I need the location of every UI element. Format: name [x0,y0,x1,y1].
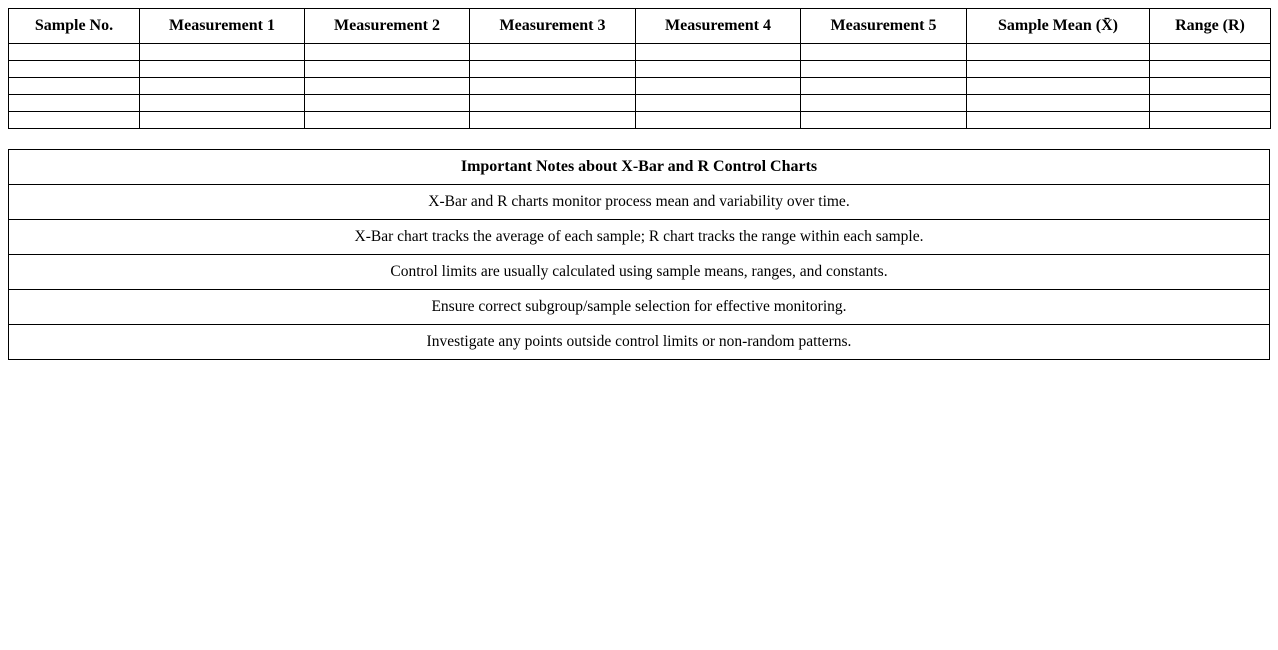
table-cell[interactable] [9,112,140,129]
header-sample-mean: Sample Mean (X̄) [967,9,1150,44]
table-cell[interactable] [470,95,636,112]
table-cell[interactable] [636,95,801,112]
table-row [9,44,1271,61]
notes-title-row [9,150,1270,185]
table-cell[interactable] [140,112,305,129]
table-cell[interactable] [801,78,967,95]
table-row [9,112,1271,129]
table-cell[interactable] [470,112,636,129]
table-cell[interactable] [470,78,636,95]
header-measurement-5: Measurement 5 [801,9,967,44]
note-text: X-Bar and R charts monitor process mean and variability over time. [9,185,1270,220]
notes-table [8,149,1270,360]
header-measurement-2: Measurement 2 [305,9,470,44]
note-row [9,325,1270,360]
note-row [9,220,1270,255]
table-cell[interactable] [1150,112,1271,129]
table-cell[interactable] [967,112,1150,129]
table-cell[interactable] [801,61,967,78]
table-cell[interactable] [140,78,305,95]
measurement-table [8,8,1271,129]
table-cell[interactable] [305,44,470,61]
table-cell[interactable] [305,78,470,95]
note-text: Investigate any points outside control limits or non-random patterns. [9,325,1270,360]
header-measurement-3: Measurement 3 [470,9,636,44]
table-row [9,78,1271,95]
table-row [9,95,1271,112]
header-measurement-4: Measurement 4 [636,9,801,44]
table-cell[interactable] [801,112,967,129]
table-cell[interactable] [636,61,801,78]
table-cell[interactable] [636,44,801,61]
table-cell[interactable] [1150,61,1271,78]
table-cell[interactable] [140,95,305,112]
table-cell[interactable] [9,95,140,112]
note-row [9,290,1270,325]
table-cell[interactable] [1150,44,1271,61]
header-sample-no: Sample No. [9,9,140,44]
table-cell[interactable] [470,61,636,78]
table-cell[interactable] [967,44,1150,61]
table-cell[interactable] [967,78,1150,95]
table-cell[interactable] [967,95,1150,112]
table-cell[interactable] [636,78,801,95]
note-text: Ensure correct subgroup/sample selection for effective monitoring. [9,290,1270,325]
table-cell[interactable] [801,44,967,61]
table-cell[interactable] [801,95,967,112]
table-header-row [9,9,1271,44]
note-row [9,185,1270,220]
table-cell[interactable] [9,44,140,61]
table-cell[interactable] [140,44,305,61]
table-cell[interactable] [1150,95,1271,112]
table-cell[interactable] [9,61,140,78]
table-cell[interactable] [9,78,140,95]
table-cell[interactable] [967,61,1150,78]
table-cell[interactable] [305,61,470,78]
table-cell[interactable] [140,61,305,78]
note-row [9,255,1270,290]
table-cell[interactable] [305,112,470,129]
notes-title: Important Notes about X-Bar and R Control Charts [9,150,1270,185]
table-cell[interactable] [470,44,636,61]
table-cell[interactable] [636,112,801,129]
header-measurement-1: Measurement 1 [140,9,305,44]
header-range: Range (R) [1150,9,1271,44]
table-cell[interactable] [305,95,470,112]
note-text: Control limits are usually calculated using sample means, ranges, and constants. [9,255,1270,290]
table-row [9,61,1271,78]
table-cell[interactable] [1150,78,1271,95]
note-text: X-Bar chart tracks the average of each sample; R chart tracks the range within each sample. [9,220,1270,255]
